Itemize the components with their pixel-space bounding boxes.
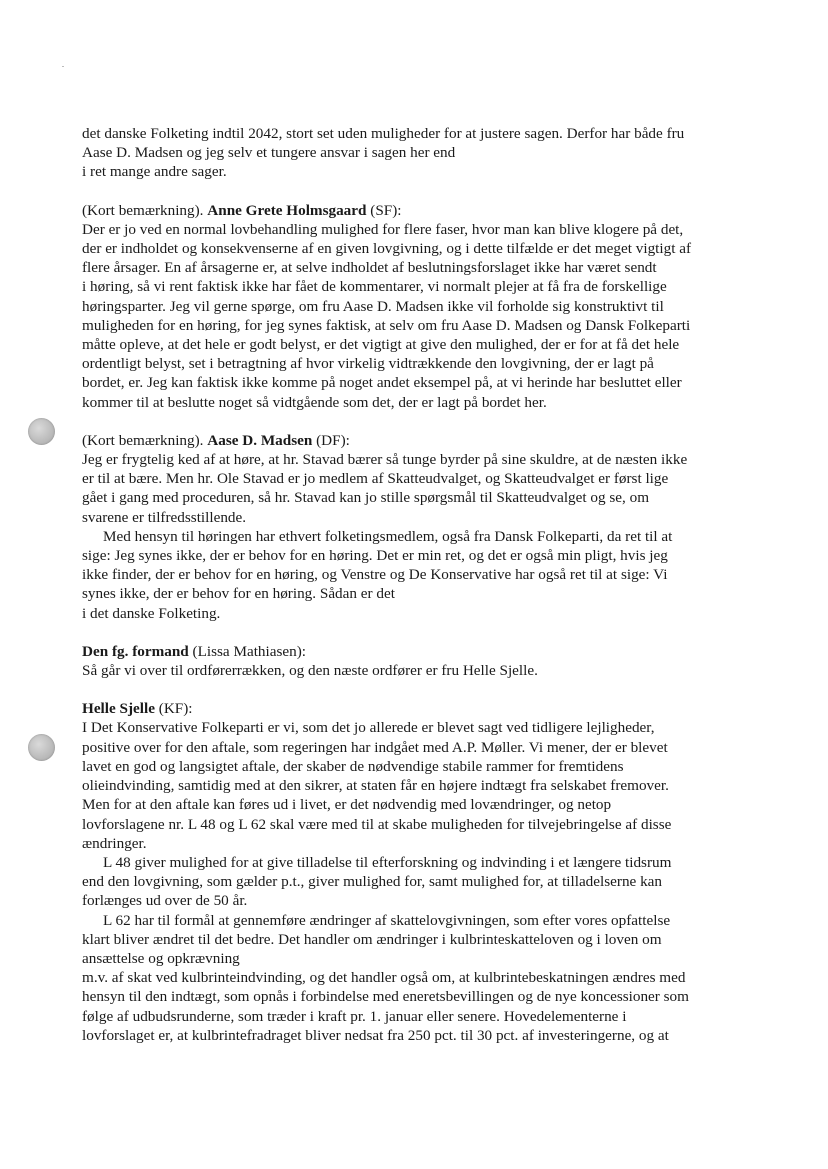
text-line: end den lovgivning, som gælder p.t., giver mulighed for, samt mulighed for, at tilladelserne kan (82, 873, 663, 891)
text-line: ansættelse og opkrævning (82, 949, 240, 967)
text-line: olieindvinding, samtidig med at den sikrer, at staten får en højere indtægt fra selskabet fremover. (82, 777, 669, 795)
text-line: svarene er tilfredsstillende. (82, 508, 247, 526)
text-line: i det danske Folketing. (82, 604, 221, 622)
text-line: måtte opleve, at det hele er godt belyst, er det vigtigt at give den mulighed, der er for at få det hele (82, 336, 680, 354)
speaker-name: Anne Grete Holmsgaard (207, 201, 367, 219)
punch-hole-upper (28, 418, 55, 445)
text-line: hensyn til den indtægt, som opnås i forbindelse med eneretsbevillingen og de nye koncessioner som (82, 988, 689, 1006)
text-line: det danske Folketing indtil 2042, stort set uden muligheder for at justere sagen. Derfor har både fru (82, 125, 685, 142)
text-line: gået i gang med proceduren, så hr. Stavad kan jo stille spørgsmål til Skatteudvalget og se, om (82, 489, 650, 507)
text-line: følge af udbudsrunderne, som træder i kraft pr. 1. januar eller senere. Hovedelementerne i (82, 1007, 627, 1025)
text-line: forlænges ud over de 50 år. (82, 892, 248, 910)
text-line: positive over for den aftale, som regeringen har indgået med A.P. Møller. Vi mener, der er blevet (82, 738, 668, 756)
text-line: i ret mange andre sager. (82, 163, 227, 181)
speaker-party: (SF): (366, 201, 402, 219)
punch-hole-lower (28, 734, 55, 761)
text-line: lovforslaget er, at kulbrintefradraget bliver nedsat fra 250 pct. til 30 pct. af investeringerne, og at (82, 1026, 669, 1044)
text-line: Der er jo ved en normal lovbehandling mulighed for flere faser, hvor man kan blive klogere på det, (82, 220, 684, 238)
text-line: Jeg er frygtelig ked af at høre, at hr. Stavad bærer så tunge byrder på sine skuldre, at de næsten ikke (82, 451, 688, 469)
speech-aase-d-madsen (82, 431, 762, 623)
text-line: muligheden for en høring, for jeg synes faktisk, at selv om fru Aase D. Madsen og Dansk Folkeparti (82, 316, 691, 334)
text-line: klart bliver ændret til det bedre. Det handler om ændringer i kulbrinteskatteloven og i loven om (82, 930, 662, 948)
speaker-name: Helle Sjelle (82, 700, 155, 718)
speaker-header (82, 201, 762, 220)
text-line: synes ikke, der er behov for en høring. Sådan er det (82, 585, 395, 603)
text-line: er til at bære. Men hr. Ole Stavad er jo medlem af Skatteudvalget, og Skatteudvalget er først lige (82, 470, 669, 488)
continuation-paragraph (82, 124, 762, 182)
scan-speck (62, 66, 64, 67)
text-line: Så går vi over til ordførerrækken, og den næste ordfører er fru Helle Sjelle. (82, 662, 538, 680)
speaker-party: (DF): (312, 431, 350, 449)
header-prefix: (Kort bemærkning). (82, 431, 208, 449)
speaker-header (82, 431, 762, 450)
text-line: I Det Konservative Folkeparti er vi, som det jo allerede er blevet sagt ved tidligere lejligheder, (82, 719, 655, 737)
text-line: ændringer. (82, 834, 147, 852)
speaker-header (82, 642, 762, 661)
text-line: Men for at den aftale kan føres ud i livet, er det nødvendig med lovændringer, og netop (82, 796, 612, 814)
speaker-name: Den fg. formand (82, 642, 189, 660)
text-line: ikke finder, der er behov for en høring, og Venstre og De Konservative har også ret til at sige: Vi (82, 566, 668, 584)
text-line: Aase D. Madsen og jeg selv et tungere ansvar i sagen her end (82, 144, 456, 162)
speech-den-fg-formand (82, 642, 762, 680)
text-line: m.v. af skat ved kulbrinteindvinding, og det handler også om, at kulbrintebeskatningen ændres med (82, 969, 686, 987)
text-line: i høring, så vi rent faktisk ikke har fået de kommentarer, vi normalt plejer at få fra de forskellige (82, 278, 667, 296)
text-line: lovforslagene nr. L 48 og L 62 skal være med til at skabe muligheden for tilvejebringelse af disse (82, 815, 672, 833)
text-line: L 62 har til formål at gennemføre ændringer af skattelovgivningen, som efter vores opfattelse (103, 911, 671, 929)
speaker-name: Aase D. Madsen (207, 431, 313, 449)
header-prefix: (Kort bemærkning). (82, 201, 208, 219)
text-line: sige: Jeg synes ikke, der er behov for en høring. Det er min ret, og det er også min pligt, hvis jeg (82, 547, 668, 565)
text-line: L 48 giver mulighed for at give tilladelse til efterforskning og indvinding i et længere tidsrum (103, 853, 672, 871)
text-line: kommer til at beslutte noget så vidtgående som det, der er lagt på bordet her. (82, 393, 547, 411)
speaker-header (82, 699, 762, 718)
transcript-text (82, 124, 762, 1045)
text-line: høringsparter. Jeg vil gerne spørge, om fru Aase D. Madsen ikke vil forholde sig konstruktivt til (82, 297, 664, 315)
speech-anne-grete-holmsgaard (82, 201, 762, 412)
text-line: Med hensyn til høringen har ethvert folketingsmedlem, også fra Dansk Folkeparti, da ret til at (103, 527, 673, 545)
text-line: bordet, er. Jeg kan faktisk ikke komme på noget andet eksempel på, at vi herinde har besluttet eller (82, 374, 682, 392)
speaker-party: (Lissa Mathiasen): (188, 642, 306, 660)
text-line: der er indholdet og konsekvenserne af en given lovgivning, og i dette tilfælde er det meget vigtigt af (82, 240, 692, 258)
speaker-party: (KF): (154, 700, 193, 718)
text-line: lavet en god og langsigtet aftale, der skaber de nødvendige stabile rammer for fremtidens (82, 757, 624, 775)
speech-helle-sjelle (82, 699, 762, 1045)
text-line: flere årsager. En af årsagerne er, at selve indholdet af beslutningsforslaget ikke har været sendt (82, 259, 657, 277)
text-line: ordentligt belyst, set i betragtning af hvor virkelig vidtrækkende den lovgivning, der er lagt på (82, 355, 654, 373)
